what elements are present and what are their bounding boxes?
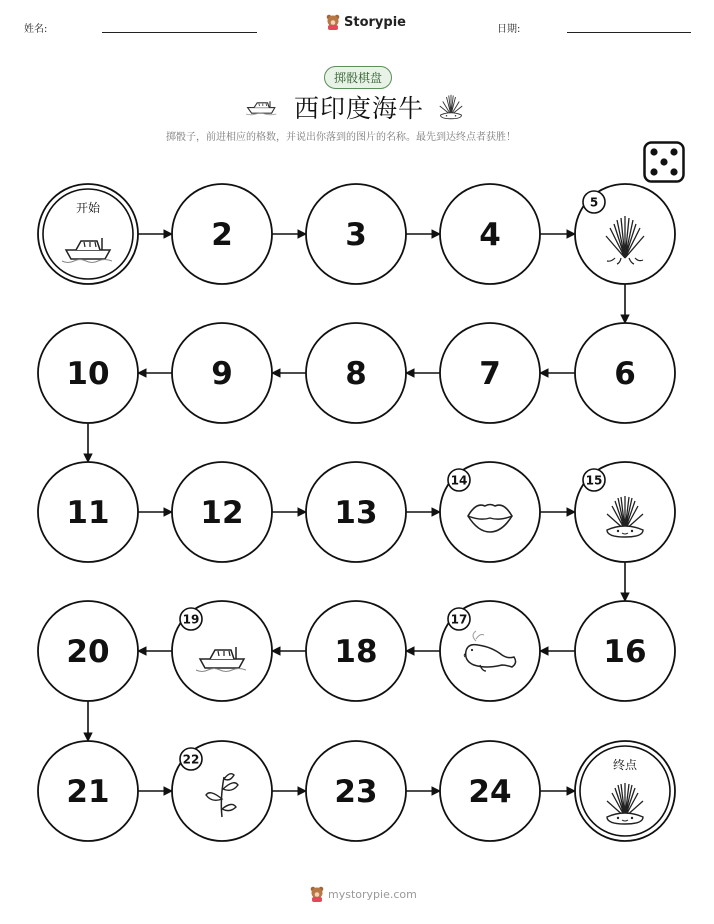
board-space[interactable] xyxy=(172,184,272,284)
space-number: 13 xyxy=(334,495,378,531)
board-space[interactable] xyxy=(172,323,272,423)
space-number: 3 xyxy=(345,217,367,253)
board-space[interactable] xyxy=(172,462,272,562)
board-space[interactable] xyxy=(575,184,675,284)
space-number-badge: 22 xyxy=(182,752,200,767)
space-number: 6 xyxy=(614,356,636,392)
board-space[interactable] xyxy=(440,741,540,841)
space-number: 9 xyxy=(211,356,233,392)
board-space[interactable] xyxy=(38,741,138,841)
space-number: 16 xyxy=(603,634,647,670)
space-number: 10 xyxy=(66,356,110,392)
space-number: 23 xyxy=(334,774,378,810)
board-space[interactable] xyxy=(575,462,675,562)
space-number: 2 xyxy=(211,217,233,253)
board-space[interactable] xyxy=(575,601,675,701)
space-number: 7 xyxy=(479,356,501,392)
space-number: 8 xyxy=(345,356,367,392)
instructions: 掷骰子，前进相应的格数，并说出你落到的图片的名称。最先到达终点者获胜！ xyxy=(166,132,516,143)
board-space[interactable] xyxy=(440,462,540,562)
board-space[interactable] xyxy=(172,741,272,841)
board-space[interactable] xyxy=(38,323,138,423)
board-space[interactable] xyxy=(306,323,406,423)
space-number: 11 xyxy=(66,495,110,531)
board-space[interactable] xyxy=(306,462,406,562)
start-space[interactable] xyxy=(38,184,138,284)
space-number: 4 xyxy=(479,217,501,253)
name-label: 姓名: xyxy=(24,24,48,35)
footer xyxy=(310,886,417,902)
board-space[interactable] xyxy=(440,184,540,284)
space-number-badge: 5 xyxy=(589,195,599,210)
board-space[interactable] xyxy=(38,462,138,562)
bear-icon xyxy=(310,886,324,902)
footer-site: mystorypie.com xyxy=(328,887,417,901)
board-space[interactable] xyxy=(306,601,406,701)
space-number-badge: 17 xyxy=(450,612,468,627)
brand-name: Storypie xyxy=(344,14,406,30)
space-number: 24 xyxy=(468,774,512,810)
board-space[interactable] xyxy=(575,323,675,423)
board-space[interactable] xyxy=(306,741,406,841)
space-number-badge: 15 xyxy=(585,473,603,488)
space-number: 12 xyxy=(200,495,244,531)
page-title: 西印度海牛 xyxy=(294,94,425,123)
start-label: 开始 xyxy=(75,201,101,215)
board-space[interactable] xyxy=(440,323,540,423)
space-number-badge: 19 xyxy=(182,612,200,627)
board-space[interactable] xyxy=(38,601,138,701)
space-number: 20 xyxy=(66,634,110,670)
board-space[interactable] xyxy=(440,601,540,701)
date-label: 日期: xyxy=(497,24,521,35)
finish-label: 终点 xyxy=(612,758,638,772)
finish-space[interactable] xyxy=(575,741,675,841)
board-space[interactable] xyxy=(306,184,406,284)
space-number: 21 xyxy=(66,774,110,810)
space-number-badge: 14 xyxy=(450,473,468,488)
board-space[interactable] xyxy=(172,601,272,701)
space-number: 18 xyxy=(334,634,378,670)
game-type-badge: 掷骰棋盘 xyxy=(324,66,392,89)
